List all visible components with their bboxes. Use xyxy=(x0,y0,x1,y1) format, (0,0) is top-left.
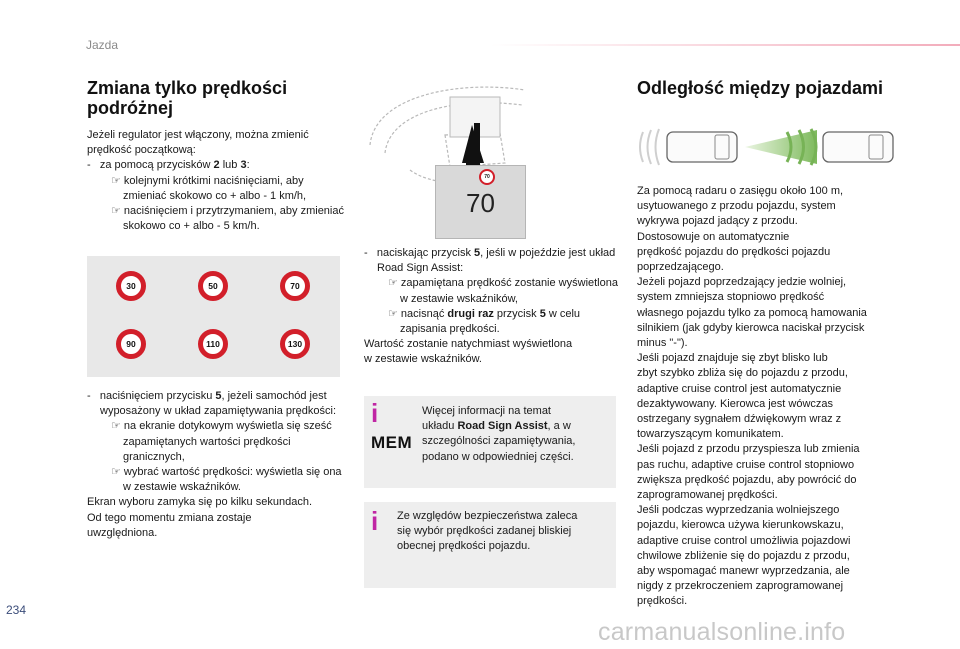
info-mem-line2 xyxy=(422,419,614,434)
header-rule xyxy=(490,44,960,46)
speed-signs-panel xyxy=(87,256,340,377)
section-label: Jazda xyxy=(86,38,119,52)
left-sub-b2: ☞ wybrać wartość prędkości: wyświetla się ona w zestawie wskaźników. xyxy=(111,466,342,494)
right-text-line: chwilowe zbliżenie się do pojazdu z przodu, xyxy=(637,549,850,562)
left-sub-a1: ☞ kolejnymi krótkimi naciśnięciami, aby zmieniać skokowo co + albo - 1 km/h, xyxy=(111,174,307,202)
info-mem-line3: szczególności zapamiętywania, xyxy=(422,435,576,448)
watermark: carmanualsonline.info xyxy=(598,618,846,646)
speed-sign-130: 130 xyxy=(280,329,310,359)
left-bullet-a-mid: lub xyxy=(219,159,241,172)
middle-bullet-pre: - naciskając przycisk xyxy=(364,247,475,259)
right-text-line: Jeśli pojazd znajduje się zbyt blisko lub xyxy=(637,352,828,365)
left-bullet-a-pre: - za pomocą przycisków xyxy=(87,159,214,172)
info-icon: i xyxy=(371,506,379,536)
right-title: Odległość między pojazdami xyxy=(637,78,884,98)
right-text-line: Za pomocą radaru o zasięgu około 100 m, xyxy=(637,185,844,197)
right-text-line: zbyt szybko zbliża się do pojazdu z przodu, xyxy=(637,367,848,380)
right-text-block xyxy=(637,184,899,610)
vehicle-distance-illustration xyxy=(637,124,899,170)
left-title-line2: podróżnej xyxy=(87,98,173,118)
speed-sign-110: 110 xyxy=(198,329,228,359)
left-bullet-b xyxy=(87,389,349,419)
right-text-line: Jeśli pojazd z przodu przyspiesza lub zmienia xyxy=(637,443,860,456)
speed-sign-30: 30 xyxy=(116,271,146,301)
right-text-line: pojazdu, kierowca używa kierunkowskazu, xyxy=(637,519,844,532)
left-bottom-block xyxy=(87,389,349,541)
speed-sign-50: 50 xyxy=(198,271,228,301)
middle-closing-line1: Wartość zostanie natychmiast wyświetlona xyxy=(364,338,573,351)
right-text-line: prędkości. xyxy=(637,595,688,608)
cluster-speed-display xyxy=(435,165,526,239)
middle-text-block xyxy=(364,246,619,368)
info-box-safety-text xyxy=(397,509,615,555)
right-text-line: adaptive cruise control jest automatycznie xyxy=(637,382,842,395)
right-text-line: system zmniejsza stopniowo prędkość xyxy=(637,291,825,304)
left-bullet-a-key1: 2 xyxy=(213,159,220,172)
right-text-line: zwiększa prędkość pojazdu, aby powrócić do xyxy=(637,473,857,486)
middle-sub2 xyxy=(364,307,619,337)
info-mem-line1: Więcej informacji na temat xyxy=(422,405,551,417)
left-intro-line2: prędkość początkową: xyxy=(87,144,196,157)
right-text-line: zaprogramowanej prędkości. xyxy=(637,489,778,502)
info-icon: i xyxy=(371,398,379,428)
info-mem-line4: podano w odpowiedniej części. xyxy=(422,450,574,463)
left-sub-a2: ☞ naciśnięciem i przytrzymaniem, aby zmieniać skokowo co + albo - 5 km/h. xyxy=(111,205,344,233)
right-text-line: wykrywa pojazd jadący z przodu. xyxy=(637,215,798,228)
left-sub-b1: ☞ na ekranie dotykowym wyświetla się sześć zapamiętanych wartości prędkości granicznych, xyxy=(111,420,332,463)
right-text-line: Jeżeli pojazd poprzedzający jedzie wolniej, xyxy=(637,276,847,289)
left-closing-line3: uwzględniona. xyxy=(87,526,158,539)
left-closing-line2: Od tego momentu zmiana zostaje xyxy=(87,511,252,524)
display-speed-sign: 70 xyxy=(479,169,495,185)
info-box-mem xyxy=(364,396,616,488)
left-closing-line1: Ekran wyboru zamyka się po kilku sekundach. xyxy=(87,496,312,509)
middle-sub2-key: 5 xyxy=(539,307,546,320)
middle-bullet-post: , jeśli w pojeździe jest układ Road Sign Assist: xyxy=(377,247,616,275)
right-text-line: własnego pojazdu tylko za pomocą hamowania xyxy=(637,306,867,319)
info-safety-line3: obecnej prędkości pojazdu. xyxy=(397,540,531,553)
left-bullet-b-key: 5 xyxy=(215,390,222,402)
left-intro-line1: Jeżeli regulator jest włączony, można zmienić xyxy=(87,129,309,141)
page-number: 234 xyxy=(6,603,27,617)
speed-sign-90: 90 xyxy=(116,329,146,359)
display-speed-value: 70 xyxy=(466,188,495,218)
middle-bullet-key: 5 xyxy=(474,247,481,259)
info-safety-line1: Ze względów bezpieczeństwa zaleca xyxy=(397,510,578,522)
left-title xyxy=(87,78,287,118)
right-text-line: ostrzegany sygnałem dźwiękowym wraz z xyxy=(637,413,842,426)
right-text-line: pas ruchu, adaptive cruise control stopniowo xyxy=(637,458,855,471)
left-bullet-a-key2: 3 xyxy=(240,159,247,172)
middle-sub2-post: w celu zapisania prędkości. xyxy=(400,307,581,336)
left-bullet-a-post: : xyxy=(246,159,250,172)
right-text-line: usytuowanego z przodu pojazdu, system xyxy=(637,200,836,213)
right-text-line: aby wspomagać manewr wyprzedzania, ale xyxy=(637,565,850,578)
speed-sign-70: 70 xyxy=(280,271,310,301)
right-text-line: dezaktywowany. Kierowca jest wówczas xyxy=(637,397,834,410)
info-box-safety xyxy=(364,502,616,588)
left-title-line1: Zmiana tylko prędkości xyxy=(87,78,288,98)
info-box-mem-text xyxy=(422,404,614,465)
right-text-line: nigdy z przekroczeniem zaprogramowanej xyxy=(637,580,844,593)
right-text-line: poprzedzającego. xyxy=(637,261,724,274)
info-mem-line2-post: , a w xyxy=(547,420,571,433)
middle-sub2-mid: przycisk xyxy=(493,307,540,320)
info-mem-line2-pre: układu xyxy=(422,420,458,433)
mem-label: MEM xyxy=(371,433,413,452)
right-text-line: prędkość pojazdu do prędkości pojazdu xyxy=(637,245,831,258)
right-text-line: towarzyszącym komunikatem. xyxy=(637,428,784,441)
middle-sub2-bold: drugi raz xyxy=(447,307,494,320)
right-text-line: silnikiem (jak gdyby kierowca naciskał przycisk xyxy=(637,321,865,334)
middle-bullet xyxy=(364,246,619,276)
left-bullet-b-pre: - naciśnięciem przycisku xyxy=(87,390,216,402)
right-text-line: minus "-"). xyxy=(637,337,688,350)
middle-sub2-pre: ☞ nacisnąć xyxy=(388,307,448,320)
left-bullet-b-post: , jeżeli samochód jest wyposażony w układ zapamiętywania prędkości: xyxy=(100,390,337,418)
middle-sub1: ☞ zapamiętana prędkość zostanie wyświetlona w zestawie wskaźników, xyxy=(388,277,618,305)
right-text-line: adaptive cruise control umożliwia pojazdowi xyxy=(637,534,851,547)
right-text-line: Jeśli podczas wyprzedzania wolniejszego xyxy=(637,504,840,517)
left-bullet-a xyxy=(87,158,345,173)
right-text-line: Dostosowuje on automatycznie xyxy=(637,230,790,243)
info-mem-line2-bold: Road Sign Assist xyxy=(457,420,548,433)
middle-closing-line2: w zestawie wskaźników. xyxy=(364,353,482,366)
left-intro-block xyxy=(87,128,345,234)
info-safety-line2: się wybór prędkości zadanej bliskiej xyxy=(397,525,572,538)
